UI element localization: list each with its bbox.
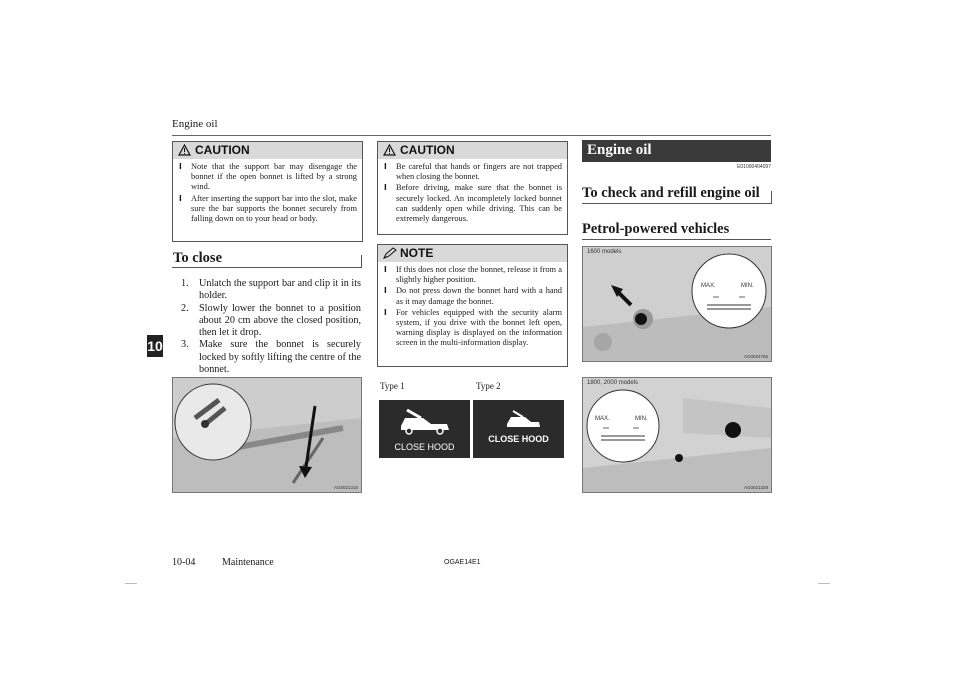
min-label: MIN. [741, 283, 754, 289]
crop-mark [125, 583, 137, 584]
car-open-hood-icon [473, 400, 564, 458]
page-number: 10-04 [172, 557, 196, 568]
engine-bay-drawing [173, 378, 361, 492]
crop-mark [818, 583, 830, 584]
footer-section: Maintenance [222, 557, 274, 568]
figure-caption: 1800, 2000 models [587, 380, 639, 386]
oil-dipstick-figure-1800-2000 [582, 377, 772, 493]
image-code: AG0024765 [743, 354, 768, 359]
pencil-note-icon [383, 247, 397, 259]
type2-label: Type 2 [476, 381, 501, 391]
check-refill-heading: To check and refill engine oil [582, 185, 760, 201]
close-steps [181, 278, 361, 376]
section-title: Engine oil [587, 142, 652, 158]
note-header [378, 245, 567, 262]
max-label: MAX. [595, 416, 610, 422]
caution-item: l Be careful that hands or fingers are not trapped when closing the bonnet. [384, 162, 562, 182]
bonnet-support-illustration [172, 377, 362, 493]
figure-caption: 1600 models [587, 249, 622, 255]
petrol-heading: Petrol-powered vehicles [582, 221, 730, 237]
to-close-heading: To close [173, 250, 223, 266]
step-item: 3. Make sure the bonnet is securely locked by softly lifting the centre of the bonnet. [181, 339, 361, 376]
running-header: Engine oil [172, 118, 218, 130]
to-close-rule [172, 267, 361, 268]
engine-bay-1600-drawing [583, 247, 771, 361]
note-item: l Do not press down the bonnet hard with a hand as it may damage the bonnet. [384, 286, 562, 306]
image-code: AG0021315 [333, 485, 358, 490]
close-hood-text: CLOSE HOOD [488, 434, 549, 444]
petrol-rule [582, 239, 771, 240]
type1-label: Type 1 [380, 381, 405, 391]
note-item: l If this does not close the bonnet, release it from a slightly higher position. [384, 265, 562, 285]
note-item: l For vehicles equipped with the security alarm system, if you drive with the bonnet left open, warning display is displayed on the information screen in the multi-information display. [384, 308, 562, 349]
max-label: MAX. [701, 283, 716, 289]
header-rule [172, 135, 771, 136]
close-hood-text: CLOSE HOOD [394, 442, 455, 452]
to-close-tick [361, 255, 362, 268]
warning-triangle-icon [383, 144, 396, 156]
section-title-bar [582, 140, 771, 162]
step-item: 2. Slowly lower the bonnet to a position about 20 cm above the closed position, then let it drop. [181, 302, 361, 339]
doc-code: OGAE14E1 [444, 559, 481, 566]
oil-dipstick-figure-1600 [582, 246, 772, 362]
caution-item: l Before driving, make sure that the bonnet is securely locked. An incompletely locked bonnet can suddenly open while driving. This can be extremely dangerous. [384, 183, 562, 224]
caution-header [173, 142, 362, 159]
section-code: E01000404097 [737, 164, 771, 170]
caution-label: CAUTION [400, 143, 455, 157]
min-label: MIN. [635, 416, 648, 422]
caution-box-left [172, 141, 363, 242]
note-label: NOTE [400, 246, 434, 260]
caution-label: CAUTION [195, 143, 250, 157]
close-hood-display-type2 [473, 400, 564, 458]
image-code: AG0021328 [743, 485, 768, 490]
caution-item: l After inserting the support bar into the slot, make sure the bar supports the bonnet securely from falling down on to your head or body. [179, 194, 357, 225]
note-box [377, 244, 568, 367]
engine-bay-1800-2000-drawing [583, 378, 771, 492]
caution-box-middle [377, 141, 568, 235]
chapter-tab: 10 [147, 335, 163, 357]
warning-triangle-icon [178, 144, 191, 156]
caution-header [378, 142, 567, 159]
check-refill-rule [582, 203, 771, 204]
close-hood-display-type1 [379, 400, 470, 458]
caution-item: l Note that the support bar may disengage the bonnet if the open bonnet is lifted by a strong wind. [179, 162, 357, 193]
check-refill-tick [771, 191, 772, 204]
step-item: 1. Unlatch the support bar and clip it in its holder. [181, 278, 361, 302]
